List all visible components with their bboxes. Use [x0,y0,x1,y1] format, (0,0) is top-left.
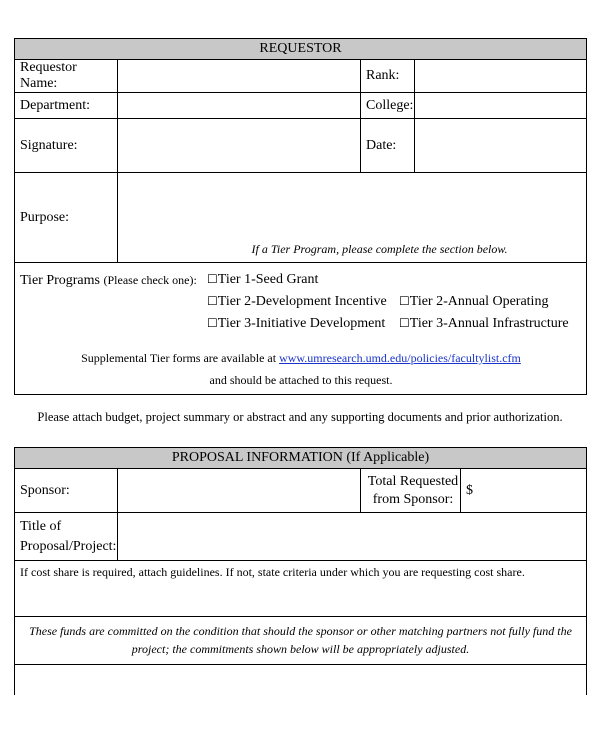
tier-option-2[interactable]: ☐Tier 2-Development Incentive [207,294,387,309]
tier-check-hint: (Please check one): [103,273,197,287]
tier-option-1[interactable]: ☐Tier 1-Seed Grant [207,272,319,287]
sponsor-field[interactable] [118,469,361,513]
tier-option-4[interactable]: ☐Tier 3-Initiative Development [207,316,386,331]
proposal-header: PROPOSAL INFORMATION (If Applicable) [15,448,587,469]
proposal-table [14,447,587,695]
purpose-label: Purpose: [15,173,118,263]
rank-label: Rank: [361,60,415,93]
currency-symbol: $ [466,482,473,498]
title-field[interactable] [118,513,587,561]
signature-field[interactable] [118,119,361,173]
requestor-name-label: Requestor Name: [15,60,118,93]
department-field[interactable] [118,93,361,119]
date-label: Date: [361,119,415,173]
tier-programs-section [15,263,587,395]
cost-share-note[interactable]: If cost share is required, attach guidelines. If not, state criteria under which you are requesting cost share. [15,561,587,617]
requestor-name-field[interactable] [118,60,361,93]
rank-field[interactable] [415,60,587,93]
checkbox-icon[interactable]: ☐ [207,294,218,308]
college-field[interactable] [415,93,587,119]
checkbox-icon[interactable]: ☐ [399,316,410,330]
tier-note: If a Tier Program, please complete the section below. [251,242,508,256]
commitment-note: These funds are committed on the condition that should the sponsor or other matching partners not fully fund the project; the commitments shown below will be appropriately adjusted. [15,617,587,665]
college-label: College: [361,93,415,119]
checkbox-icon[interactable]: ☐ [399,294,410,308]
purpose-field[interactable] [118,173,587,263]
department-label: Department: [15,93,118,119]
date-field[interactable] [415,119,587,173]
supplemental-text-2: and should be attached to this request. [209,373,393,387]
total-requested-field[interactable] [461,469,587,513]
title-label: Title of Proposal/Project: [15,513,118,561]
total-requested-label: Total Requested from Sponsor: [361,469,461,513]
tier-programs-label: Tier Programs [20,273,100,288]
sponsor-label: Sponsor: [15,469,118,513]
signature-label: Signature: [15,119,118,173]
attach-note: Please attach budget, project summary or abstract and any supporting documents and prior authorization. [37,410,563,424]
supplemental-text: Supplemental Tier forms are available at [81,351,277,365]
tier-option-3[interactable]: ☐Tier 2-Annual Operating [399,294,549,309]
commitment-area[interactable] [15,665,587,695]
checkbox-icon[interactable]: ☐ [207,272,218,286]
requestor-header: REQUESTOR [15,39,587,60]
checkbox-icon[interactable]: ☐ [207,316,218,330]
supplemental-link[interactable]: www.umresearch.umd.edu/policies/facultylist.cfm [279,351,521,365]
requestor-table [14,38,587,395]
tier-option-5[interactable]: ☐Tier 3-Annual Infrastructure [399,316,569,331]
